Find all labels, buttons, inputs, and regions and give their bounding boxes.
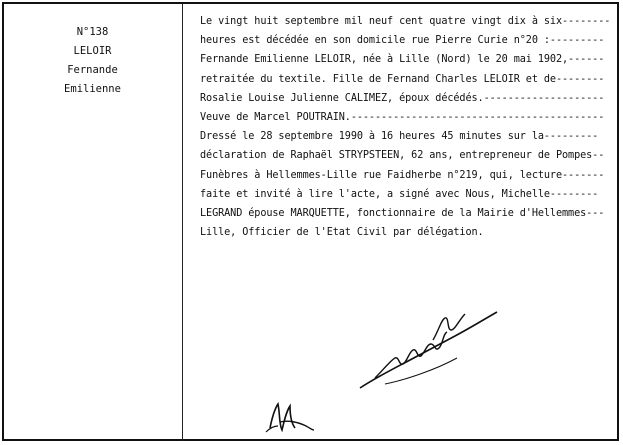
act-line: Veuve de Marcel POUTRAIN.------------------------------------------: [200, 112, 605, 124]
act-line: faite et invité à lire l'acte, a signé avec Nous, Michelle--------: [200, 188, 599, 200]
deceased-given-name-2: Emilienne: [64, 83, 121, 95]
act-line: déclaration de Raphaël STRYPSTEEN, 62 ans, entrepreneur de Pompes--: [200, 150, 605, 162]
act-body: [200, 12, 610, 242]
deceased-given-name-1: Fernande: [67, 64, 118, 76]
act-line: heures est décédée en son domicile rue Pierre Curie n°20 :---------: [200, 35, 605, 47]
declarant-signature: [355, 300, 505, 400]
margin-annotation: [10, 23, 175, 99]
act-line: Fernande Emilienne LELOIR, née à Lille (Nord) le 20 mai 1902,------: [200, 54, 605, 66]
officer-signature: [262, 392, 322, 437]
act-line: Le vingt huit septembre mil neuf cent quatre vingt dix à six--------: [200, 16, 610, 27]
deceased-surname: LELOIR: [73, 45, 112, 57]
act-line: Funèbres à Hellemmes-Lille rue Faidherbe n°219, qui, lecture-------: [200, 169, 605, 181]
act-line: Rosalie Louise Julienne CALIMEZ, époux décédés.--------------------: [200, 92, 605, 104]
margin-divider: [182, 4, 183, 441]
act-line: Lille, Officier de l'Etat Civil par délégation.: [200, 227, 484, 239]
act-line: LEGRAND épouse MARQUETTE, fonctionnaire de la Mairie d'Hellemmes---: [200, 208, 605, 220]
act-line: Dressé le 28 septembre 1990 à 16 heures 45 minutes sur la---------: [200, 131, 599, 143]
act-line: retraitée du textile. Fille de Fernand Charles LELOIR et de--------: [200, 73, 605, 85]
act-number: N°138: [76, 26, 109, 38]
